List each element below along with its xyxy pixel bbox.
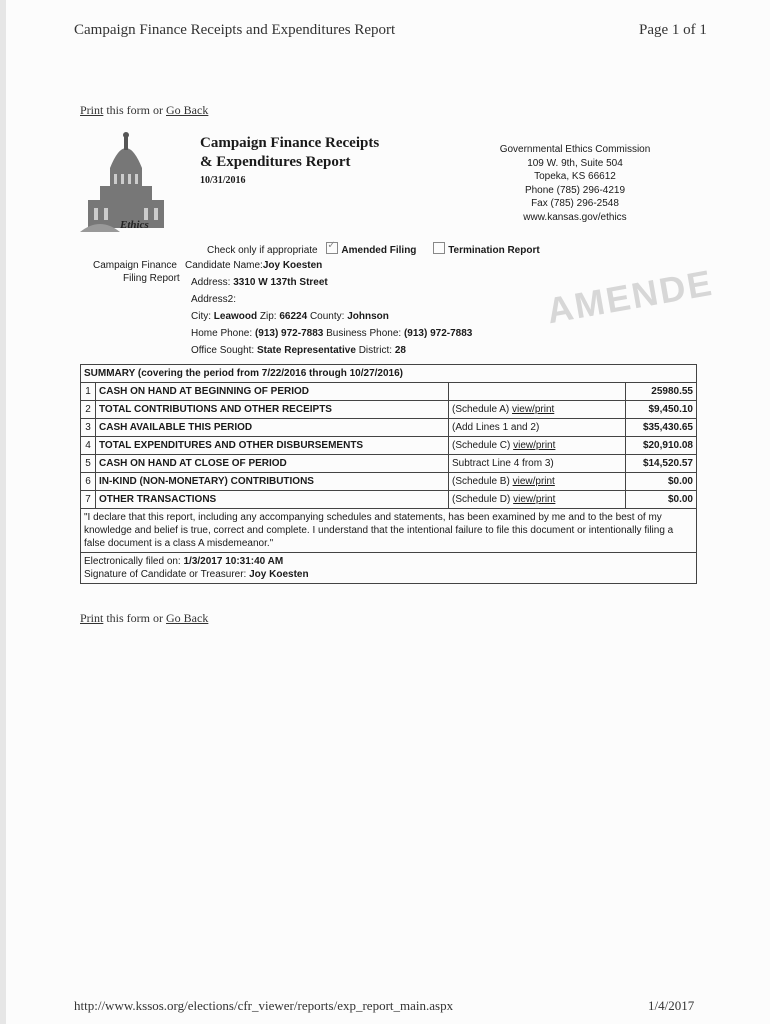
capitol-seal-icon xyxy=(80,128,172,232)
address-label: Address: xyxy=(191,277,231,288)
summary-row xyxy=(81,419,697,437)
home-phone-value: (913) 972-7883 xyxy=(254,328,324,339)
agency-fax: Fax (785) 296-2548 xyxy=(531,198,619,209)
line-amount: $14,520.57 xyxy=(626,455,697,473)
schedule-label: (Schedule A) xyxy=(452,404,513,415)
schedule-label: (Schedule C) xyxy=(452,440,514,451)
line-number: 6 xyxy=(81,473,96,491)
city-value: Leawood xyxy=(213,311,258,322)
line-amount: $20,910.08 xyxy=(626,437,697,455)
view-print-link[interactable]: view/print xyxy=(512,404,555,415)
summary-row xyxy=(81,473,697,491)
print-header-page: Page 1 of 1 xyxy=(639,22,707,38)
schedule-cell xyxy=(449,401,626,419)
schedule-cell xyxy=(449,419,626,437)
schedule-label: (Add Lines 1 and 2) xyxy=(452,422,540,433)
amended-checkbox[interactable] xyxy=(326,242,338,254)
schedule-cell xyxy=(449,383,626,401)
agency-name: Governmental Ethics Commission xyxy=(499,144,651,155)
line-amount: $0.00 xyxy=(626,491,697,509)
report-title-block xyxy=(200,134,379,186)
check-label: Check only if appropriate xyxy=(207,245,318,256)
schedule-label: (Schedule D) xyxy=(452,494,514,505)
efile-row xyxy=(81,553,697,584)
line-number: 7 xyxy=(81,491,96,509)
business-phone-label: Business Phone: xyxy=(326,328,402,339)
nav-top xyxy=(80,103,208,118)
footer-url: http://www.kssos.org/elections/cfr_viewer/reports/exp_report_main.aspx xyxy=(74,998,454,1013)
nav-middle-text: this form or xyxy=(103,103,167,117)
signature-label: Signature of Candidate or Treasurer: xyxy=(84,569,247,580)
office-value: State Representative xyxy=(256,345,356,356)
line-description: TOTAL CONTRIBUTIONS AND OTHER RECEIPTS xyxy=(96,401,449,419)
efile-cell xyxy=(81,553,697,584)
efiled-label: Electronically filed on: xyxy=(84,556,181,567)
line-description: TOTAL EXPENDITURES AND OTHER DISBURSEMENTS xyxy=(96,437,449,455)
report-date: 10/31/2016 xyxy=(200,175,246,186)
side-label-1: Campaign Finance xyxy=(93,260,177,271)
report-title-line1: Campaign Finance Receipts xyxy=(200,135,380,151)
agency-block xyxy=(470,143,680,224)
zip-value: 66224 xyxy=(279,311,308,322)
summary-row xyxy=(81,455,697,473)
agency-address2: Topeka, KS 66612 xyxy=(534,171,616,182)
efiled-value: 1/3/2017 10:31:40 AM xyxy=(183,556,284,567)
agency-web: www.kansas.gov/ethics xyxy=(523,211,627,223)
line-amount: $0.00 xyxy=(626,473,697,491)
summary-row xyxy=(81,383,697,401)
line-description: CASH AVAILABLE THIS PERIOD xyxy=(96,419,449,437)
side-label-2: Filing Report xyxy=(123,273,180,284)
line-amount: $35,430.65 xyxy=(626,419,697,437)
schedule-cell xyxy=(449,437,626,455)
line-number: 1 xyxy=(81,383,96,401)
summary-table xyxy=(80,364,697,584)
view-print-link[interactable]: view/print xyxy=(512,476,555,487)
declaration-row xyxy=(81,509,697,553)
line-description: CASH ON HAND AT BEGINNING OF PERIOD xyxy=(96,383,449,401)
line-number: 4 xyxy=(81,437,96,455)
line-number: 2 xyxy=(81,401,96,419)
line-number: 3 xyxy=(81,419,96,437)
line-amount: $9,450.10 xyxy=(626,401,697,419)
signature-value: Joy Koesten xyxy=(249,569,309,580)
schedule-label: Subtract Line 4 from 3) xyxy=(452,458,554,469)
schedule-cell xyxy=(449,455,626,473)
filing-checkboxes xyxy=(207,242,540,256)
agency-address1: 109 W. 9th, Suite 504 xyxy=(527,157,623,169)
city-label: City: xyxy=(191,311,211,322)
city-row xyxy=(191,311,389,322)
amended-stamp: AMENDE xyxy=(543,261,717,332)
print-link-bottom[interactable]: Print xyxy=(80,611,104,625)
line-description: OTHER TRANSACTIONS xyxy=(96,491,449,509)
summary-row xyxy=(81,437,697,455)
district-value: 28 xyxy=(394,345,406,356)
termination-checkbox[interactable] xyxy=(433,242,445,254)
print-header-title: Campaign Finance Receipts and Expenditures Report xyxy=(74,22,396,38)
candidate-row xyxy=(185,260,322,271)
address-row xyxy=(191,277,328,288)
nav-middle-text-bottom: this form or xyxy=(103,611,167,625)
seal-label: Ethics xyxy=(120,219,149,231)
view-print-link[interactable]: view/print xyxy=(513,440,556,451)
summary-row xyxy=(81,491,697,509)
line-description: CASH ON HAND AT CLOSE OF PERIOD xyxy=(96,455,449,473)
address-value: 3310 W 137th Street xyxy=(233,277,328,288)
nav-bottom xyxy=(80,611,208,626)
report-title-line2: & Expenditures Report xyxy=(200,154,351,170)
home-phone-label: Home Phone: xyxy=(191,328,253,339)
scan-edge xyxy=(0,0,6,1024)
office-label: Office Sought: xyxy=(191,345,255,356)
print-link[interactable]: Print xyxy=(80,103,104,117)
phone-row xyxy=(191,328,472,339)
summary-heading: SUMMARY (covering the period from 7/22/2016 through 10/27/2016) xyxy=(81,365,697,383)
candidate-name: Joy Koesten xyxy=(262,260,323,271)
address2-label: Address2: xyxy=(191,294,237,305)
zip-label: Zip: xyxy=(259,311,277,322)
line-amount: 25980.55 xyxy=(626,383,697,401)
summary-heading-row xyxy=(81,365,697,383)
go-back-link-bottom[interactable]: Go Back xyxy=(166,611,209,625)
footer-date: 1/4/2017 xyxy=(648,998,695,1013)
schedule-label: (Schedule B) xyxy=(452,476,513,487)
line-description: IN-KIND (NON-MONETARY) CONTRIBUTIONS xyxy=(96,473,449,491)
agency-phone: Phone (785) 296-4219 xyxy=(524,184,626,196)
district-label: District: xyxy=(358,345,393,356)
schedule-cell xyxy=(449,473,626,491)
amended-label: Amended Filing xyxy=(341,245,417,256)
summary-row xyxy=(81,401,697,419)
office-row xyxy=(191,345,406,356)
declaration-text: "I declare that this report, including any accompanying schedules and statements, has been examined by me and to the best of my knowledge and belief is true, correct and complete. I understand that the intentional failure to file this document or intentionally filing a false document is a class A misdemeanor." xyxy=(81,509,697,553)
line-number: 5 xyxy=(81,455,96,473)
view-print-link[interactable]: view/print xyxy=(513,494,556,505)
candidate-label: Candidate Name: xyxy=(185,260,263,271)
schedule-cell xyxy=(449,491,626,509)
county-label: County: xyxy=(309,311,345,322)
go-back-link[interactable]: Go Back xyxy=(166,103,209,117)
business-phone-value: (913) 972-7883 xyxy=(403,328,473,339)
county-value: Johnson xyxy=(347,311,389,322)
termination-label: Termination Report xyxy=(448,245,540,256)
